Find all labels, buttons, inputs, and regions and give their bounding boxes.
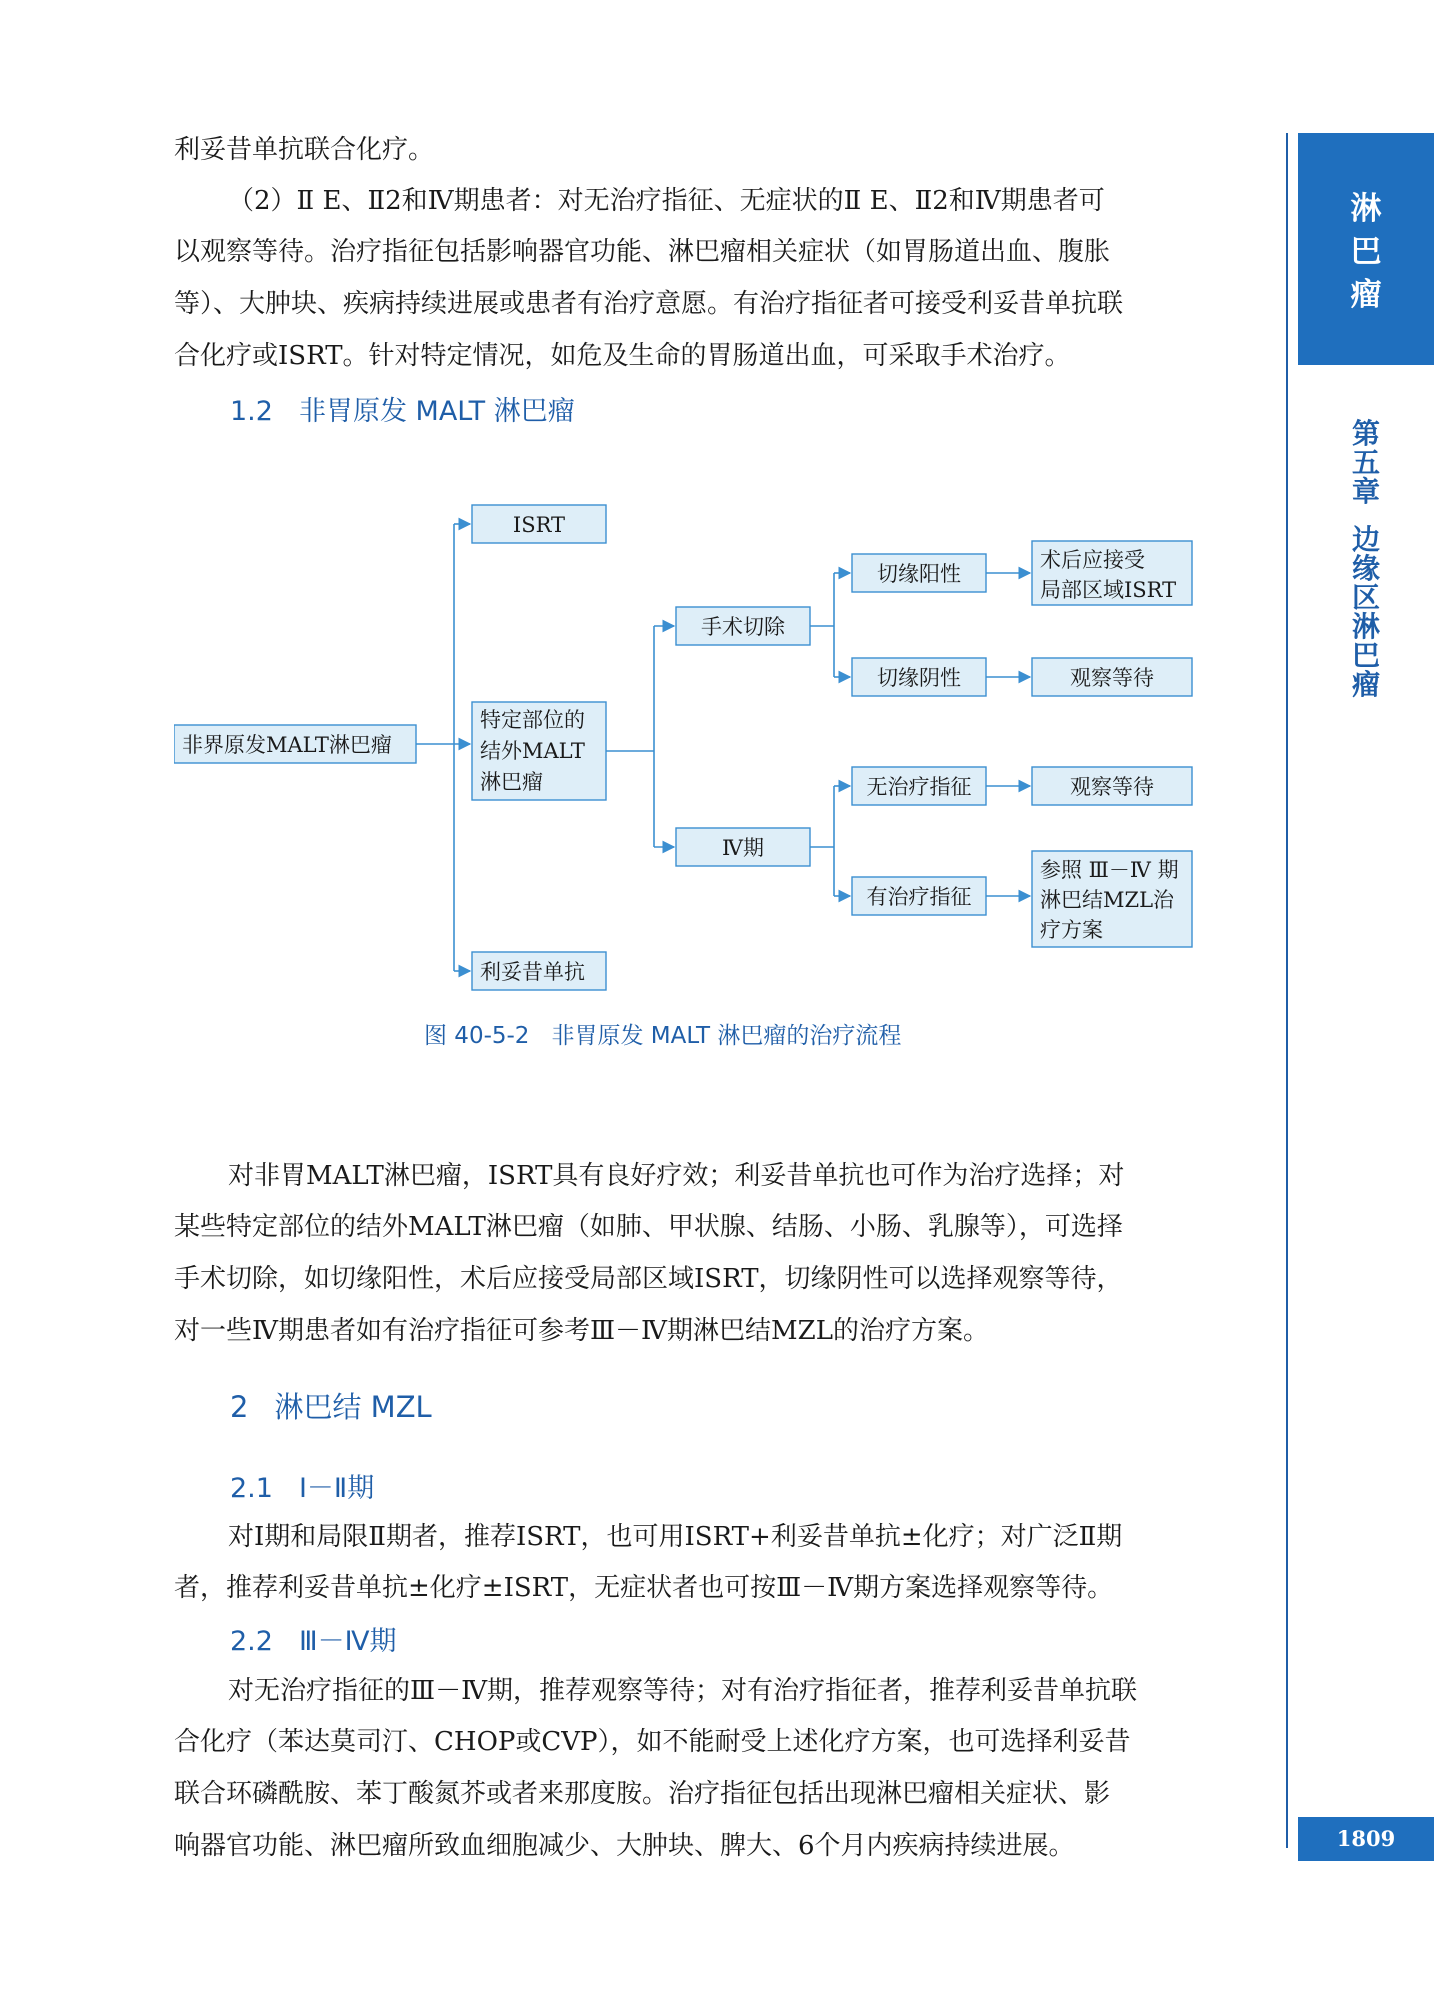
text-line: 对无治疗指征的Ⅲ－Ⅳ期，推荐观察等待；对有治疗指征者，推荐利妥昔单抗联 bbox=[228, 1676, 1138, 1706]
text-line: 以观察等待。治疗指征包括影响器官功能、淋巴瘤相关症状（如胃肠道出血、腹胀 bbox=[174, 237, 1111, 267]
after-figure-paragraph bbox=[228, 1150, 1214, 1202]
tab-char: 淋 bbox=[1350, 191, 1382, 227]
text-line: 手术切除，如切缘阳性，术后应接受局部区域ISRT，切缘阴性可以选择观察等待， bbox=[174, 1264, 1123, 1294]
section-number: 1.2 bbox=[230, 396, 273, 427]
label-refer-line-2: 淋巴结MZL治 bbox=[1040, 888, 1175, 912]
chapter-char: 边 bbox=[1351, 523, 1380, 556]
section-title: Ⅰ－Ⅱ期 bbox=[298, 1473, 375, 1504]
label-post-op-line-2: 局部区域ISRT bbox=[1040, 578, 1177, 602]
section-title: Ⅲ－Ⅳ期 bbox=[298, 1626, 397, 1657]
section-heading-2-1 bbox=[230, 1466, 374, 1505]
text-line: 某些特定部位的结外MALT淋巴瘤（如肺、甲状腺、结肠、小肠、乳腺等），可选择 bbox=[174, 1212, 1123, 1242]
text-line: 对Ⅰ期和局限Ⅱ期者，推荐ISRT，也可用ISRT+利妥昔单抗±化疗；对广泛Ⅱ期 bbox=[228, 1522, 1123, 1552]
section-title: 淋巴结 MZL bbox=[274, 1390, 432, 1424]
section-number: 2.2 bbox=[230, 1626, 273, 1657]
label-observe-2: 观察等待 bbox=[1070, 775, 1154, 799]
section-number: 2 bbox=[230, 1390, 249, 1424]
text-line: 合化疗（苯达莫司汀、CHOP或CVP），如不能耐受上述化疗方案，也可选择利妥昔 bbox=[174, 1727, 1131, 1757]
label-site-line-1: 特定部位的 bbox=[480, 708, 585, 732]
paragraph-2-1 bbox=[228, 1511, 1214, 1563]
label-rituximab: 利妥昔单抗 bbox=[480, 960, 585, 984]
text-line: 等）、大肿块、疾病持续进展或患者有治疗意愿。有治疗指征者可接受利妥昔单抗联 bbox=[174, 289, 1124, 319]
text-line: 对非胃MALT淋巴瘤，ISRT具有良好疗效；利妥昔单抗也可作为治疗选择；对 bbox=[228, 1161, 1125, 1191]
page-number: 1809 bbox=[1298, 1817, 1434, 1861]
after-figure-paragraph-cont bbox=[174, 1201, 1214, 1357]
label-refer-line-3: 疗方案 bbox=[1040, 918, 1103, 942]
chapter-char: 缘 bbox=[1351, 552, 1380, 585]
tab-char: 巴 bbox=[1350, 234, 1382, 270]
figure-number: 图 40-5-2 bbox=[424, 1023, 530, 1049]
section-heading-1-2 bbox=[230, 389, 575, 428]
sidebar-rule bbox=[1286, 133, 1288, 1848]
text-line: （2）Ⅱ E、Ⅱ2和Ⅳ期患者：对无治疗指征、无症状的Ⅱ E、Ⅱ2和Ⅳ期患者可 bbox=[228, 186, 1105, 216]
intro-paragraph-2-cont bbox=[174, 226, 1214, 382]
figure-title: 非胃原发 MALT 淋巴瘤的治疗流程 bbox=[551, 1023, 902, 1049]
text-line: 响器官功能、淋巴瘤所致血细胞减少、大肿块、脾大、6个月内疾病持续进展。 bbox=[174, 1831, 1075, 1861]
chapter-tab bbox=[1298, 133, 1434, 365]
paragraph-2-1-cont bbox=[174, 1562, 1214, 1614]
treatment-flowchart bbox=[174, 480, 1214, 1000]
label-isrt: ISRT bbox=[512, 513, 566, 537]
section-number: 2.1 bbox=[230, 1473, 273, 1504]
intro-paragraph-2 bbox=[228, 175, 1214, 227]
label-stage4: Ⅳ期 bbox=[722, 836, 764, 860]
tab-char: 瘤 bbox=[1350, 277, 1382, 313]
label-site-line-2: 结外MALT bbox=[480, 739, 585, 763]
label-post-op-line-1: 术后应接受 bbox=[1040, 548, 1145, 572]
text-line: 对一些Ⅳ期患者如有治疗指征可参考Ⅲ－Ⅳ期淋巴结MZL的治疗方案。 bbox=[174, 1316, 989, 1346]
chapter-char: 五 bbox=[1351, 446, 1380, 479]
text-line: 利妥昔单抗联合化疗。 bbox=[174, 135, 435, 165]
section-title: 非胃原发 MALT 淋巴瘤 bbox=[298, 396, 575, 427]
chapter-char: 巴 bbox=[1351, 639, 1380, 672]
paragraph-2-2-cont bbox=[174, 1716, 1214, 1872]
chapter-char: 第 bbox=[1351, 417, 1380, 450]
label-surgery: 手术切除 bbox=[701, 615, 785, 639]
section-heading-2 bbox=[230, 1385, 432, 1426]
text-line: 合化疗或ISRT。针对特定情况，如危及生命的胃肠道出血，可采取手术治疗。 bbox=[174, 341, 1071, 371]
label-no-indication: 无治疗指征 bbox=[866, 775, 972, 799]
label-root: 非界原发MALT淋巴瘤 bbox=[182, 733, 392, 757]
intro-paragraph-1 bbox=[174, 124, 1214, 176]
label-margin-positive: 切缘阳性 bbox=[877, 562, 961, 586]
label-refer-line-1: 参照 Ⅲ－Ⅳ 期 bbox=[1040, 858, 1179, 882]
text-line: 者，推荐利妥昔单抗±化疗±ISRT，无症状者也可按Ⅲ－Ⅳ期方案选择观察等待。 bbox=[174, 1573, 1114, 1603]
paragraph-2-2 bbox=[228, 1665, 1214, 1717]
label-site-line-3: 淋巴瘤 bbox=[480, 770, 543, 794]
label-has-indication: 有治疗指征 bbox=[866, 885, 972, 909]
text-line: 联合环磷酰胺、苯丁酸氮芥或者来那度胺。治疗指征包括出现淋巴瘤相关症状、影 bbox=[174, 1779, 1111, 1809]
label-margin-negative: 切缘阴性 bbox=[877, 666, 961, 690]
chapter-char: 区 bbox=[1351, 581, 1380, 614]
chapter-char: 淋 bbox=[1351, 610, 1380, 643]
label-observe-1: 观察等待 bbox=[1070, 666, 1154, 690]
chapter-char: 章 bbox=[1351, 475, 1380, 508]
chapter-char: 瘤 bbox=[1351, 668, 1380, 701]
section-heading-2-2 bbox=[230, 1619, 397, 1658]
figure-caption bbox=[424, 1017, 901, 1050]
